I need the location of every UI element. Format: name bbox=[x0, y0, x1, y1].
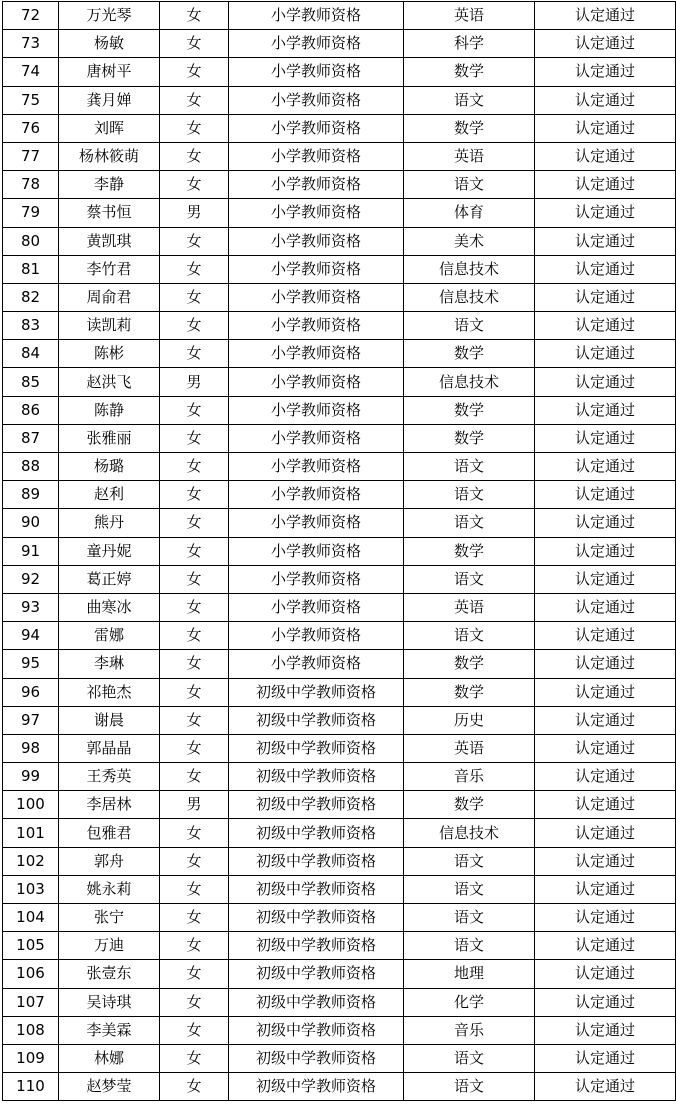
qualification-cell: 小学教师资格 bbox=[229, 58, 404, 86]
result-cell: 认定通过 bbox=[535, 593, 676, 621]
gender-cell: 女 bbox=[160, 819, 229, 847]
result-cell: 认定通过 bbox=[535, 763, 676, 791]
name-cell: 林娜 bbox=[59, 1044, 160, 1072]
table-row bbox=[3, 481, 676, 509]
row-number-cell: 75 bbox=[3, 86, 59, 114]
row-number-cell: 83 bbox=[3, 312, 59, 340]
qualification-cell: 小学教师资格 bbox=[229, 312, 404, 340]
qualification-cell: 初级中学教师资格 bbox=[229, 988, 404, 1016]
gender-cell: 女 bbox=[160, 932, 229, 960]
table-row bbox=[3, 706, 676, 734]
table-row bbox=[3, 171, 676, 199]
table-row bbox=[3, 340, 676, 368]
subject-cell: 语文 bbox=[404, 932, 535, 960]
gender-cell: 男 bbox=[160, 368, 229, 396]
gender-cell: 男 bbox=[160, 199, 229, 227]
qualification-cell: 初级中学教师资格 bbox=[229, 706, 404, 734]
result-cell: 认定通过 bbox=[535, 340, 676, 368]
result-cell: 认定通过 bbox=[535, 622, 676, 650]
gender-cell: 女 bbox=[160, 988, 229, 1016]
table-row bbox=[3, 791, 676, 819]
subject-cell: 数学 bbox=[404, 791, 535, 819]
table-row bbox=[3, 875, 676, 903]
qualification-cell: 初级中学教师资格 bbox=[229, 1073, 404, 1101]
name-cell: 童丹妮 bbox=[59, 537, 160, 565]
result-cell: 认定通过 bbox=[535, 960, 676, 988]
qualification-cell: 小学教师资格 bbox=[229, 622, 404, 650]
qualification-cell: 小学教师资格 bbox=[229, 340, 404, 368]
name-cell: 祁艳杰 bbox=[59, 678, 160, 706]
row-number-cell: 99 bbox=[3, 763, 59, 791]
table-row bbox=[3, 142, 676, 170]
name-cell: 雷娜 bbox=[59, 622, 160, 650]
qualification-cell: 小学教师资格 bbox=[229, 86, 404, 114]
result-cell: 认定通过 bbox=[535, 114, 676, 142]
qualification-cell: 初级中学教师资格 bbox=[229, 678, 404, 706]
subject-cell: 信息技术 bbox=[404, 255, 535, 283]
result-cell: 认定通过 bbox=[535, 875, 676, 903]
gender-cell: 女 bbox=[160, 340, 229, 368]
qualification-cell: 小学教师资格 bbox=[229, 481, 404, 509]
row-number-cell: 76 bbox=[3, 114, 59, 142]
row-number-cell: 91 bbox=[3, 537, 59, 565]
table-row bbox=[3, 86, 676, 114]
subject-cell: 信息技术 bbox=[404, 368, 535, 396]
result-cell: 认定通过 bbox=[535, 1073, 676, 1101]
result-cell: 认定通过 bbox=[535, 734, 676, 762]
row-number-cell: 95 bbox=[3, 650, 59, 678]
result-cell: 认定通过 bbox=[535, 283, 676, 311]
name-cell: 王秀英 bbox=[59, 763, 160, 791]
subject-cell: 语文 bbox=[404, 1073, 535, 1101]
gender-cell: 女 bbox=[160, 396, 229, 424]
table-row bbox=[3, 30, 676, 58]
result-cell: 认定通过 bbox=[535, 86, 676, 114]
qualification-cell: 小学教师资格 bbox=[229, 509, 404, 537]
name-cell: 张雅丽 bbox=[59, 424, 160, 452]
name-cell: 赵洪飞 bbox=[59, 368, 160, 396]
name-cell: 李竹君 bbox=[59, 255, 160, 283]
gender-cell: 女 bbox=[160, 875, 229, 903]
row-number-cell: 103 bbox=[3, 875, 59, 903]
row-number-cell: 102 bbox=[3, 847, 59, 875]
qualification-cell: 小学教师资格 bbox=[229, 368, 404, 396]
gender-cell: 女 bbox=[160, 622, 229, 650]
row-number-cell: 92 bbox=[3, 565, 59, 593]
subject-cell: 语文 bbox=[404, 847, 535, 875]
gender-cell: 女 bbox=[160, 509, 229, 537]
name-cell: 吴诗琪 bbox=[59, 988, 160, 1016]
result-cell: 认定通过 bbox=[535, 537, 676, 565]
gender-cell: 女 bbox=[160, 30, 229, 58]
qualification-cell: 初级中学教师资格 bbox=[229, 932, 404, 960]
table-row bbox=[3, 537, 676, 565]
row-number-cell: 84 bbox=[3, 340, 59, 368]
result-cell: 认定通过 bbox=[535, 2, 676, 30]
table-row bbox=[3, 593, 676, 621]
row-number-cell: 78 bbox=[3, 171, 59, 199]
subject-cell: 语文 bbox=[404, 481, 535, 509]
name-cell: 曲寒冰 bbox=[59, 593, 160, 621]
name-cell: 郭舟 bbox=[59, 847, 160, 875]
row-number-cell: 79 bbox=[3, 199, 59, 227]
name-cell: 蔡书恒 bbox=[59, 199, 160, 227]
gender-cell: 女 bbox=[160, 763, 229, 791]
subject-cell: 语文 bbox=[404, 312, 535, 340]
subject-cell: 信息技术 bbox=[404, 283, 535, 311]
qualification-cell: 小学教师资格 bbox=[229, 171, 404, 199]
qualification-cell: 初级中学教师资格 bbox=[229, 1044, 404, 1072]
subject-cell: 美术 bbox=[404, 227, 535, 255]
result-cell: 认定通过 bbox=[535, 368, 676, 396]
gender-cell: 女 bbox=[160, 734, 229, 762]
result-cell: 认定通过 bbox=[535, 650, 676, 678]
subject-cell: 数学 bbox=[404, 396, 535, 424]
table-row bbox=[3, 1044, 676, 1072]
qualification-cell: 小学教师资格 bbox=[229, 2, 404, 30]
table-row bbox=[3, 255, 676, 283]
subject-cell: 英语 bbox=[404, 2, 535, 30]
name-cell: 谢晨 bbox=[59, 706, 160, 734]
qualification-cell: 初级中学教师资格 bbox=[229, 734, 404, 762]
subject-cell: 语文 bbox=[404, 509, 535, 537]
row-number-cell: 109 bbox=[3, 1044, 59, 1072]
result-cell: 认定通过 bbox=[535, 932, 676, 960]
gender-cell: 女 bbox=[160, 171, 229, 199]
row-number-cell: 82 bbox=[3, 283, 59, 311]
subject-cell: 语文 bbox=[404, 904, 535, 932]
subject-cell: 数学 bbox=[404, 678, 535, 706]
qualification-cell: 小学教师资格 bbox=[229, 255, 404, 283]
name-cell: 周俞君 bbox=[59, 283, 160, 311]
qualification-cell: 初级中学教师资格 bbox=[229, 875, 404, 903]
gender-cell: 女 bbox=[160, 255, 229, 283]
qualification-cell: 初级中学教师资格 bbox=[229, 1016, 404, 1044]
subject-cell: 语文 bbox=[404, 565, 535, 593]
name-cell: 赵利 bbox=[59, 481, 160, 509]
gender-cell: 女 bbox=[160, 424, 229, 452]
subject-cell: 数学 bbox=[404, 114, 535, 142]
gender-cell: 女 bbox=[160, 650, 229, 678]
table-row bbox=[3, 2, 676, 30]
row-number-cell: 72 bbox=[3, 2, 59, 30]
table-row bbox=[3, 227, 676, 255]
table-row bbox=[3, 396, 676, 424]
gender-cell: 女 bbox=[160, 1016, 229, 1044]
name-cell: 郭晶晶 bbox=[59, 734, 160, 762]
qualification-cell: 初级中学教师资格 bbox=[229, 904, 404, 932]
row-number-cell: 108 bbox=[3, 1016, 59, 1044]
table-row bbox=[3, 1016, 676, 1044]
name-cell: 陈静 bbox=[59, 396, 160, 424]
result-cell: 认定通过 bbox=[535, 30, 676, 58]
subject-cell: 体育 bbox=[404, 199, 535, 227]
qualification-cell: 小学教师资格 bbox=[229, 453, 404, 481]
qualification-cell: 小学教师资格 bbox=[229, 650, 404, 678]
qualification-cell: 初级中学教师资格 bbox=[229, 763, 404, 791]
subject-cell: 音乐 bbox=[404, 763, 535, 791]
qualification-cell: 初级中学教师资格 bbox=[229, 960, 404, 988]
gender-cell: 女 bbox=[160, 227, 229, 255]
row-number-cell: 100 bbox=[3, 791, 59, 819]
subject-cell: 历史 bbox=[404, 706, 535, 734]
result-cell: 认定通过 bbox=[535, 509, 676, 537]
table-row bbox=[3, 650, 676, 678]
row-number-cell: 93 bbox=[3, 593, 59, 621]
qualification-cell: 小学教师资格 bbox=[229, 199, 404, 227]
row-number-cell: 86 bbox=[3, 396, 59, 424]
subject-cell: 英语 bbox=[404, 734, 535, 762]
result-cell: 认定通过 bbox=[535, 904, 676, 932]
table-row bbox=[3, 988, 676, 1016]
gender-cell: 女 bbox=[160, 904, 229, 932]
table-row bbox=[3, 453, 676, 481]
row-number-cell: 81 bbox=[3, 255, 59, 283]
row-number-cell: 94 bbox=[3, 622, 59, 650]
table-row bbox=[3, 763, 676, 791]
table-row bbox=[3, 734, 676, 762]
table-row bbox=[3, 199, 676, 227]
gender-cell: 女 bbox=[160, 142, 229, 170]
result-cell: 认定通过 bbox=[535, 424, 676, 452]
subject-cell: 数学 bbox=[404, 650, 535, 678]
result-cell: 认定通过 bbox=[535, 706, 676, 734]
subject-cell: 语文 bbox=[404, 875, 535, 903]
name-cell: 姚永莉 bbox=[59, 875, 160, 903]
gender-cell: 女 bbox=[160, 1044, 229, 1072]
gender-cell: 女 bbox=[160, 678, 229, 706]
gender-cell: 女 bbox=[160, 537, 229, 565]
qualification-cell: 初级中学教师资格 bbox=[229, 847, 404, 875]
gender-cell: 女 bbox=[160, 2, 229, 30]
row-number-cell: 80 bbox=[3, 227, 59, 255]
gender-cell: 女 bbox=[160, 960, 229, 988]
row-number-cell: 97 bbox=[3, 706, 59, 734]
qualification-cell: 小学教师资格 bbox=[229, 114, 404, 142]
subject-cell: 英语 bbox=[404, 593, 535, 621]
result-cell: 认定通过 bbox=[535, 453, 676, 481]
result-cell: 认定通过 bbox=[535, 171, 676, 199]
row-number-cell: 74 bbox=[3, 58, 59, 86]
name-cell: 杨璐 bbox=[59, 453, 160, 481]
name-cell: 李琳 bbox=[59, 650, 160, 678]
qualification-cell: 小学教师资格 bbox=[229, 565, 404, 593]
result-cell: 认定通过 bbox=[535, 791, 676, 819]
result-cell: 认定通过 bbox=[535, 819, 676, 847]
subject-cell: 数学 bbox=[404, 58, 535, 86]
name-cell: 杨敏 bbox=[59, 30, 160, 58]
row-number-cell: 107 bbox=[3, 988, 59, 1016]
subject-cell: 数学 bbox=[404, 340, 535, 368]
qualification-cell: 小学教师资格 bbox=[229, 283, 404, 311]
qualification-cell: 小学教师资格 bbox=[229, 227, 404, 255]
row-number-cell: 101 bbox=[3, 819, 59, 847]
table-row bbox=[3, 565, 676, 593]
result-cell: 认定通过 bbox=[535, 847, 676, 875]
table-row bbox=[3, 58, 676, 86]
name-cell: 刘晖 bbox=[59, 114, 160, 142]
gender-cell: 女 bbox=[160, 283, 229, 311]
name-cell: 万光琴 bbox=[59, 2, 160, 30]
qualification-cell: 小学教师资格 bbox=[229, 424, 404, 452]
subject-cell: 语文 bbox=[404, 1044, 535, 1072]
qualification-cell: 初级中学教师资格 bbox=[229, 791, 404, 819]
subject-cell: 语文 bbox=[404, 86, 535, 114]
subject-cell: 音乐 bbox=[404, 1016, 535, 1044]
name-cell: 李居林 bbox=[59, 791, 160, 819]
qualification-cell: 初级中学教师资格 bbox=[229, 819, 404, 847]
row-number-cell: 96 bbox=[3, 678, 59, 706]
result-cell: 认定通过 bbox=[535, 481, 676, 509]
row-number-cell: 89 bbox=[3, 481, 59, 509]
qualification-cell: 小学教师资格 bbox=[229, 593, 404, 621]
table-row bbox=[3, 932, 676, 960]
name-cell: 杨林筱萌 bbox=[59, 142, 160, 170]
gender-cell: 女 bbox=[160, 114, 229, 142]
gender-cell: 女 bbox=[160, 593, 229, 621]
name-cell: 张宁 bbox=[59, 904, 160, 932]
table-row bbox=[3, 424, 676, 452]
gender-cell: 女 bbox=[160, 86, 229, 114]
gender-cell: 女 bbox=[160, 481, 229, 509]
gender-cell: 女 bbox=[160, 706, 229, 734]
subject-cell: 信息技术 bbox=[404, 819, 535, 847]
result-cell: 认定通过 bbox=[535, 142, 676, 170]
result-cell: 认定通过 bbox=[535, 396, 676, 424]
gender-cell: 女 bbox=[160, 453, 229, 481]
name-cell: 熊丹 bbox=[59, 509, 160, 537]
subject-cell: 地理 bbox=[404, 960, 535, 988]
table-row bbox=[3, 847, 676, 875]
result-cell: 认定通过 bbox=[535, 678, 676, 706]
result-cell: 认定通过 bbox=[535, 988, 676, 1016]
teacher-qualification-table bbox=[2, 1, 676, 1101]
result-cell: 认定通过 bbox=[535, 58, 676, 86]
row-number-cell: 98 bbox=[3, 734, 59, 762]
gender-cell: 女 bbox=[160, 565, 229, 593]
row-number-cell: 104 bbox=[3, 904, 59, 932]
result-cell: 认定通过 bbox=[535, 565, 676, 593]
subject-cell: 语文 bbox=[404, 171, 535, 199]
table-row bbox=[3, 114, 676, 142]
row-number-cell: 85 bbox=[3, 368, 59, 396]
name-cell: 葛正婷 bbox=[59, 565, 160, 593]
name-cell: 万迪 bbox=[59, 932, 160, 960]
name-cell: 赵梦莹 bbox=[59, 1073, 160, 1101]
row-number-cell: 88 bbox=[3, 453, 59, 481]
subject-cell: 科学 bbox=[404, 30, 535, 58]
row-number-cell: 106 bbox=[3, 960, 59, 988]
gender-cell: 女 bbox=[160, 312, 229, 340]
table-row bbox=[3, 368, 676, 396]
table-row bbox=[3, 904, 676, 932]
result-cell: 认定通过 bbox=[535, 255, 676, 283]
table-body bbox=[3, 2, 676, 1101]
gender-cell: 男 bbox=[160, 791, 229, 819]
qualification-cell: 小学教师资格 bbox=[229, 142, 404, 170]
subject-cell: 数学 bbox=[404, 537, 535, 565]
row-number-cell: 77 bbox=[3, 142, 59, 170]
table-row bbox=[3, 283, 676, 311]
table-row bbox=[3, 312, 676, 340]
gender-cell: 女 bbox=[160, 1073, 229, 1101]
table-row bbox=[3, 960, 676, 988]
name-cell: 唐树平 bbox=[59, 58, 160, 86]
qualification-cell: 小学教师资格 bbox=[229, 396, 404, 424]
name-cell: 包雅君 bbox=[59, 819, 160, 847]
result-cell: 认定通过 bbox=[535, 1044, 676, 1072]
subject-cell: 化学 bbox=[404, 988, 535, 1016]
subject-cell: 语文 bbox=[404, 622, 535, 650]
subject-cell: 英语 bbox=[404, 142, 535, 170]
row-number-cell: 87 bbox=[3, 424, 59, 452]
result-cell: 认定通过 bbox=[535, 199, 676, 227]
result-cell: 认定通过 bbox=[535, 1016, 676, 1044]
qualification-cell: 小学教师资格 bbox=[229, 30, 404, 58]
name-cell: 李静 bbox=[59, 171, 160, 199]
subject-cell: 语文 bbox=[404, 453, 535, 481]
name-cell: 龚月婵 bbox=[59, 86, 160, 114]
result-cell: 认定通过 bbox=[535, 227, 676, 255]
name-cell: 黄凯琪 bbox=[59, 227, 160, 255]
result-cell: 认定通过 bbox=[535, 312, 676, 340]
row-number-cell: 73 bbox=[3, 30, 59, 58]
table-row bbox=[3, 819, 676, 847]
name-cell: 读凯莉 bbox=[59, 312, 160, 340]
name-cell: 张壹东 bbox=[59, 960, 160, 988]
table-row bbox=[3, 509, 676, 537]
gender-cell: 女 bbox=[160, 847, 229, 875]
name-cell: 陈彬 bbox=[59, 340, 160, 368]
qualification-cell: 小学教师资格 bbox=[229, 537, 404, 565]
table-row bbox=[3, 678, 676, 706]
table-row bbox=[3, 622, 676, 650]
gender-cell: 女 bbox=[160, 58, 229, 86]
row-number-cell: 110 bbox=[3, 1073, 59, 1101]
name-cell: 李美霖 bbox=[59, 1016, 160, 1044]
table-row bbox=[3, 1073, 676, 1101]
row-number-cell: 105 bbox=[3, 932, 59, 960]
row-number-cell: 90 bbox=[3, 509, 59, 537]
subject-cell: 数学 bbox=[404, 424, 535, 452]
